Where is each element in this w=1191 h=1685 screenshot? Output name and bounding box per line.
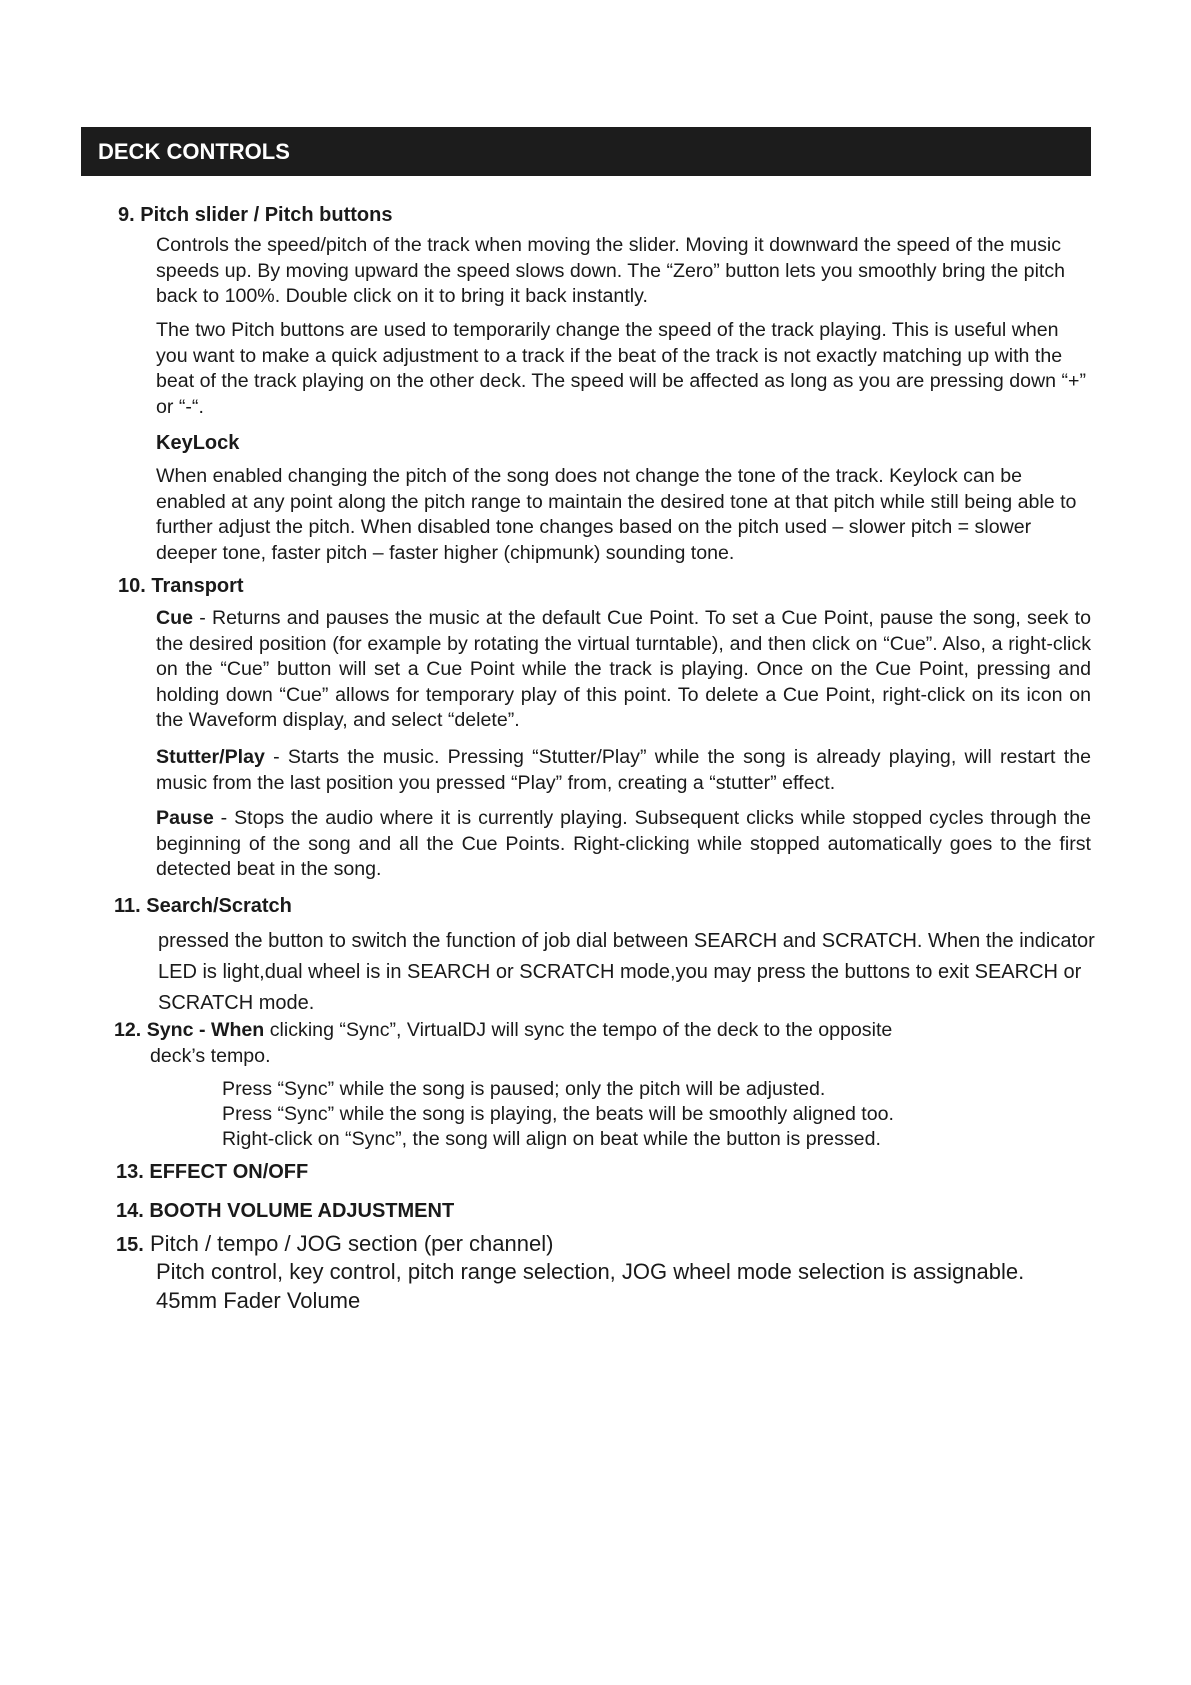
sync-bullet-playing: Press “Sync” while the song is playing, the beats will be smoothly aligned too. (222, 1103, 894, 1125)
pause-paragraph (156, 806, 1091, 883)
pitch-tempo-jog-title: Pitch / tempo / JOG section (per channel) (149, 1231, 554, 1256)
heading-booth-volume: 14. BOOTH VOLUME ADJUSTMENT (116, 1200, 455, 1222)
keylock-paragraph: When enabled changing the pitch of the song does not change the tone of the track. Keylock can be enabled at any point along the pitch range to maintain the desired tone at that pitch while still being able to further adjust the pitch. When disabled tone changes based on the pitch used – slower pitch = slower deeper tone, faster pitch – faster higher (chipmunk) sounding tone. (156, 465, 1077, 564)
section-banner: DECK CONTROLS (81, 127, 1091, 176)
sync-line2: deck’s tempo. (150, 1045, 271, 1067)
pause-term: Pause (156, 807, 214, 829)
stutter-text: - Starts the music. Pressing “Stutter/Play” while the song is already playing, will restart the music from the last position you pressed “Play” from, creating a “stutter” effect. (156, 746, 1091, 794)
stutter-paragraph (156, 745, 1091, 796)
pitch-tempo-jog-number: 15. (116, 1234, 144, 1256)
search-scratch-paragraph: pressed the button to switch the function of job dial between SEARCH and SCRATCH. When the indicator LED is light,dual wheel is in SEARCH or SCRATCH mode,you may press the buttons to exit SEARCH or SCRATCH mode. (158, 930, 1095, 1014)
cue-term: Cue (156, 607, 194, 629)
cue-text: - Returns and pauses the music at the default Cue Point. To set a Cue Point, pause the song, seek to the desired position (for example by rotating the virtual turntable), and then click on “Cue”. Also, a right-click on the “Cue” button will set a Cue Point while the track is playing. Once on the Cue Point, pressing and holding down “Cue” allows for temporary play of this point. To delete a Cue Point, right-click on its icon on the Waveform display, and select “delete”. (156, 607, 1091, 731)
pitch-tempo-jog-line2: 45mm Fader Volume (156, 1288, 361, 1313)
pitch-slider-paragraph: Controls the speed/pitch of the track when moving the slider. Moving it downward the speed of the music speeds up. By moving upward the speed slows down. The “Zero” button lets you smoothly bring the pitch back to 100%. Double click on it to bring it back instantly. (156, 234, 1066, 307)
pitch-buttons-paragraph: The two Pitch buttons are used to temporarily change the speed of the track playing. This is useful when you want to make a quick adjustment to a track if the beat of the track is not exactly matching up with the beat of the track playing on the other deck. The speed will be affected as long as you are pressing down “+” or “-“. (156, 319, 1087, 418)
heading-transport: 10. Transport (118, 575, 244, 597)
heading-pitch-slider: 9. Pitch slider / Pitch buttons (118, 204, 393, 226)
pitch-tempo-jog-line1: Pitch control, key control, pitch range selection, JOG wheel mode selection is assignable. (156, 1259, 1025, 1284)
sync-line (114, 1018, 892, 1044)
cue-paragraph (156, 606, 1091, 734)
sync-bullet-paused: Press “Sync” while the song is paused; only the pitch will be adjusted. (222, 1078, 826, 1100)
heading-effect-on-off: 13. EFFECT ON/OFF (116, 1161, 309, 1183)
heading-search-scratch: 11. Search/Scratch (114, 895, 292, 917)
sync-term: Sync - When (146, 1019, 265, 1041)
stutter-term: Stutter/Play (156, 746, 265, 768)
heading-keylock: KeyLock (156, 432, 240, 454)
sync-bullet-rightclick: Right-click on “Sync”, the song will align on beat while the button is pressed. (222, 1128, 881, 1150)
pause-text: - Stops the audio where it is currently playing. Subsequent clicks while stopped cycles through the beginning of the song and all the Cue Points. Right-clicking while stopped automatically goes to the first detected beat in the song. (156, 807, 1091, 880)
pitch-tempo-jog-line (116, 1230, 553, 1259)
sync-number: 12. (114, 1019, 142, 1041)
sync-line1: clicking “Sync”, VirtualDJ will sync the tempo of the deck to the opposite (264, 1019, 893, 1041)
